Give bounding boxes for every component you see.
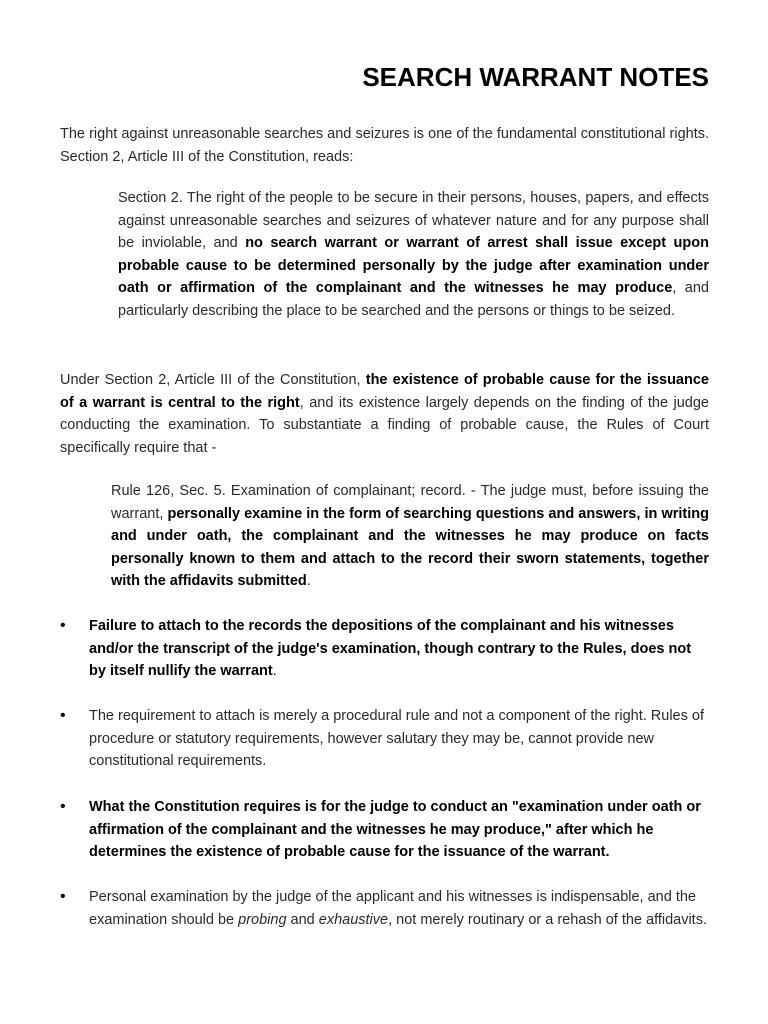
page-title: SEARCH WARRANT NOTES: [362, 62, 709, 92]
intro-paragraph: The right against unreasonable searches and seizures is one of the fundamental constitutional rights. Section 2, Article III of the Constitution, reads:: [60, 126, 709, 165]
bullet-icon: •: [60, 798, 66, 815]
under-section-bold-text: the existence of probable cause for the issuance of a warrant is central to the right: [60, 372, 709, 411]
section-2-text-start: Section 2. The right of the people to be secure in their persons, houses, papers, and effects against unreasonable searches and seizures of whatever nature and for any purpose shall be inviolable, and: [118, 190, 709, 251]
section-2-quote: [118, 187, 709, 322]
bullet-icon: •: [60, 707, 66, 724]
bullet-icon: •: [60, 888, 66, 905]
bullet-text-start: Personal examination by the judge of the applicant and his witnesses is indispensable, and the examination should be: [89, 889, 696, 928]
bullet-icon: •: [60, 617, 66, 634]
bullet-text: [89, 886, 709, 931]
bullet-text-main: Failure to attach to the records the depositions of the complainant and his witnesses and/or the transcript of the judge's examination, though contrary to the Rules, does not by itself nullify the warrant: [89, 618, 692, 679]
under-section-paragraph: [60, 369, 709, 459]
section-2-bold-text: no search warrant or warrant of arrest shall issue except upon probable cause to be determined personally by the judge after examination under oath or affirmation of the complainant and the witnesses he may produce: [118, 235, 709, 296]
under-section-text-start: Under Section 2, Article III of the Constitution,: [60, 372, 366, 388]
section-2-text-end: , and particularly describing the place to be searched and the persons or things to be seized.: [118, 280, 709, 319]
rule-126-text-end: .: [306, 573, 311, 589]
bullet-text-end: , not merely routinary or a rehash of the affidavits.: [388, 911, 707, 928]
bullet-text-mid: and: [286, 911, 319, 928]
under-section-text-end: , and its existence largely depends on the finding of the judge conducting the examination. To substantiate a finding of probable cause, the Rules of Court specifically require that -: [60, 394, 709, 456]
bullet-text: What the Constitution requires is for the judge to conduct an "examination under oath or affirmation of the complainant and the witnesses he may produce," after which he determines the existence of probable cause for the issuance of the warrant.: [89, 799, 701, 860]
bullet-emphasis-exhaustive: exhaustive: [318, 911, 389, 928]
rule-126-bold-text: personally examine in the form of searching questions and answers, in writing and under oath, the complainant and the witnesses he may produce on facts personally known to them and attach to the record their sworn statements, together with the affidavits submitted: [111, 505, 709, 589]
bullet-text-end: .: [272, 663, 277, 679]
bullet-emphasis-probing: probing: [238, 911, 287, 928]
bullet-text: The requirement to attach is merely a procedural rule and not a component of the right. Rules of procedure or statutory requirements, however salutary they may be, cannot provide new constitutional requirements.: [89, 708, 704, 769]
rule-126-quote: [111, 480, 709, 593]
rule-126-text-start: Rule 126, Sec. 5. Examination of complainant; record. - The judge must, before issuing the warrant,: [111, 483, 709, 522]
bullet-text: [89, 615, 709, 683]
